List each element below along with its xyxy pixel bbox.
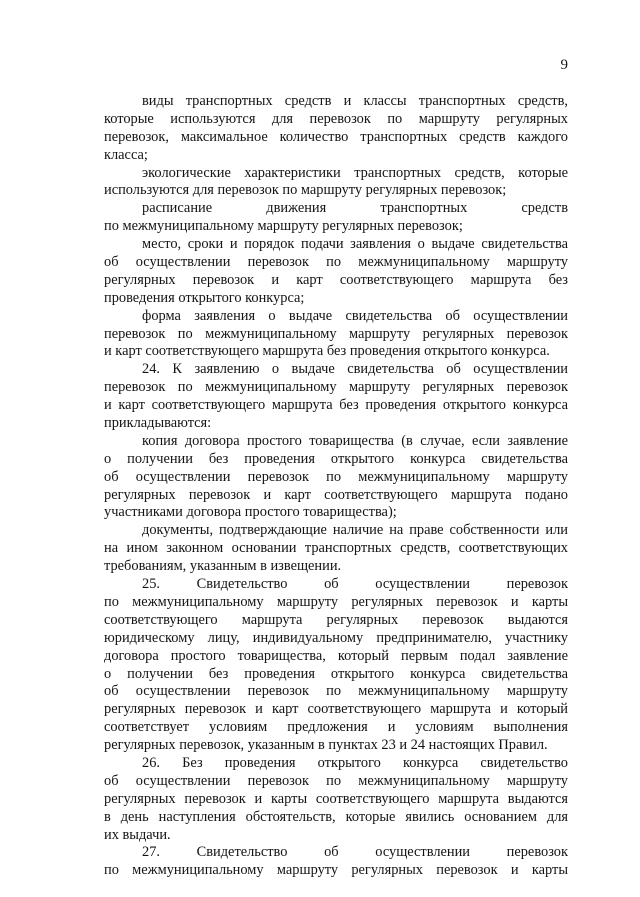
text-line: проведения открытого конкурса; — [104, 289, 305, 306]
text-line: участниками договора простого товарищества); — [104, 504, 397, 521]
text-line: перевозок по межмуниципальному маршруту регулярных перевозок — [104, 379, 568, 396]
text-line: по межмуниципальному маршруту регулярных перевозок и карты — [104, 593, 568, 610]
text-line: об осуществлении перевозок по межмуниципальному маршруту — [104, 772, 568, 789]
text-line: юридическому лицу, индивидуальному предпринимателю, участнику — [104, 629, 568, 646]
text-line: используются для перевозок по маршруту регулярных перевозок; — [104, 182, 507, 199]
text-line: место, сроки и порядок подачи заявления о выдаче свидетельства — [142, 236, 568, 253]
text-line: соответствует условиям предложения и условиям выполнения — [104, 719, 568, 736]
text-line: соответствующего маршрута регулярных перевозок выдаются — [104, 611, 568, 628]
text-line: и карт соответствующего маршрута без проведения открытого конкурса. — [104, 343, 550, 360]
text-line: расписание движения транспортных средств — [142, 200, 568, 217]
text-line: договора простого товарищества, который первым подал заявление — [104, 647, 568, 664]
text-line: копия договора простого товарищества (в случае, если заявление — [142, 432, 568, 449]
text-line: перевозок по межмуниципальному маршруту регулярных перевозок — [104, 325, 568, 342]
text-line: в день наступления обстоятельств, которые явились основанием для — [104, 808, 568, 825]
text-line: регулярных перевозок, указанным в пунктах 23 и 24 настоящих Правил. — [104, 737, 548, 754]
text-line: форма заявления о выдаче свидетельства об осуществлении — [142, 307, 568, 324]
text-line: по межмуниципальному маршруту регулярных перевозок; — [104, 218, 463, 235]
text-line: перевозок, максимальное количество транспортных средств каждого — [104, 128, 568, 145]
text-line: виды транспортных средств и классы транспортных средств, — [142, 93, 568, 109]
text-line: об осуществлении перевозок по межмуниципальному маршруту — [104, 683, 568, 700]
text-line: 25. Свидетельство об осуществлении перевозок — [142, 576, 568, 593]
text-line: 24. К заявлению о выдаче свидетельства об осуществлении — [142, 361, 568, 378]
text-line: 26. Без проведения открытого конкурса свидетельство — [142, 754, 568, 771]
page-number: 9 — [560, 57, 568, 73]
text-line: класса; — [104, 146, 148, 163]
text-line: о получении без проведения открытого конкурса свидетельства — [104, 450, 568, 467]
text-line: требованиям, указанным в извещении. — [104, 558, 342, 575]
text-line: которые используются для перевозок по маршруту регулярных — [104, 110, 568, 127]
text-line: на ином законном основании транспортных средств, соответствующих — [104, 540, 568, 557]
text-line: документы, подтверждающие наличие на праве собственности или — [142, 522, 568, 539]
text-line: о получении без проведения открытого конкурса свидетельства — [104, 665, 568, 682]
text-line: регулярных перевозок и карт соответствующего маршрута без — [104, 271, 568, 288]
text-line: и карт соответствующего маршрута без проведения открытого конкурса — [104, 397, 568, 414]
text-line: экологические характеристики транспортных средств, которые — [142, 164, 568, 181]
text-line: их выдачи. — [104, 826, 171, 843]
text-line: регулярных перевозок и карт соответствующего маршрута и который — [104, 701, 568, 718]
text-line: по межмуниципальному маршруту регулярных перевозок и карты — [104, 862, 568, 879]
text-line: 27. Свидетельство об осуществлении перевозок — [142, 844, 568, 861]
text-line: прикладываются: — [104, 415, 212, 432]
text-line: об осуществлении перевозок по межмуниципальному маршруту — [104, 468, 568, 485]
text-line: об осуществлении перевозок по межмуниципальному маршруту — [104, 254, 568, 271]
document-body — [104, 93, 568, 880]
text-line: регулярных перевозок и карты соответствующего маршрута выдаются — [104, 790, 568, 807]
text-line: регулярных перевозок и карт соответствующего маршрута подано — [104, 486, 568, 503]
